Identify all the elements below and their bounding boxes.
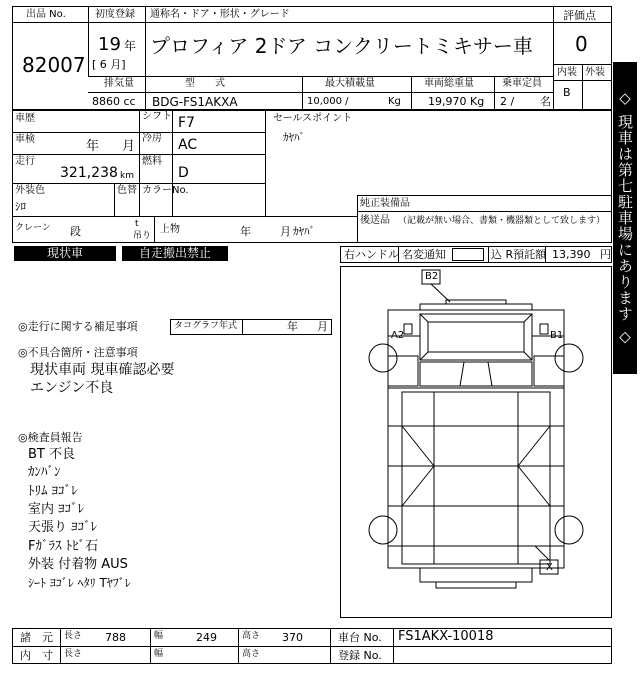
model-name: プロフィア 2ドア コンクリートミキサー車 [150,34,533,58]
inspector-line: BT 不良 [28,447,75,462]
model-label: 通称名・ドア・形状・グレード [150,9,290,20]
recycle-value: 13,390 [552,248,591,261]
registration-year: 19 [98,34,121,55]
truck-diagram [340,266,612,618]
body-outline [388,388,564,568]
maxload-value: 10,000 / [307,96,349,107]
salespoint-value: ｶﾔﾊﾞ [283,131,305,144]
height-label: 高さ [242,631,261,641]
displacement-value: 8860 cc [92,95,136,108]
inspection-label: 車検 [15,134,35,145]
inner-length-label: 長さ [64,649,83,659]
crane-ton-t: t [135,219,139,229]
mileage-value: 321,238 [60,165,118,181]
lot-number: 82007 [22,53,86,77]
damage-mark-b1: B1 [550,330,564,341]
inspector-line: 外装 付着物 AUS [28,557,128,572]
mileage-label: 走行 [15,156,35,167]
cooler-label: 冷房 [142,133,162,144]
recycle-unit: 円 [600,248,611,261]
inspector-line: Fｶﾞﾗｽ ﾄﾋﾞ石 [28,539,99,554]
extra-note: （記載が無い場合、書類・機器類として致します） [398,216,606,226]
capacity-label: 乗車定員 [502,78,542,89]
defect-line: 現状車両 現車確認必要 [30,362,175,378]
reg-no-label: 登録 No. [338,649,382,662]
cooler-value: AC [178,137,198,153]
body-month: 月 [280,225,291,238]
body-year: 年 [240,225,251,238]
windshield [420,314,532,360]
name-change-label: 名変通知 [402,248,446,261]
height-value: 370 [282,631,303,644]
body-label: 上物 [160,224,180,235]
name-change-box [452,248,484,261]
inspector-line: ｼｰﾄ ﾖｺﾞﾚ ﾍﾀﾘ Tﾔﾌﾞﾚ [28,576,131,590]
chassis-label: 車台 No. [338,631,382,644]
inspector-line: ｶﾝﾊﾞﾝ [28,465,61,480]
crane-label: クレーン [15,223,51,233]
registration-month: [ 6 月] [92,58,126,71]
wheel-rear-right [555,516,583,544]
wheel-rear-left [369,516,397,544]
inspection-year: 年 [86,139,100,154]
dims-label: 諸 元 [20,631,53,644]
inner-width-label: 幅 [154,649,164,659]
width-value: 249 [196,631,217,644]
inspector-line: 天張り ﾖｺﾞﾚ [28,520,98,535]
fuel-value: D [178,165,189,181]
defect-line: エンジン不良 [30,380,114,396]
capacity-value: 2 / [500,95,515,108]
crane-ton: 吊り [133,231,152,241]
inner-height-label: 高さ [242,649,261,659]
inspection-month: 月 [122,139,136,154]
defect-title: ◎不具合箇所・注意事項 [18,346,138,359]
extra-label: 後送品 [360,215,390,226]
color-value: ｼﾛ [15,200,26,213]
crane-step: 段 [70,225,81,238]
inspector-line: 室内 ﾖｺﾞﾚ [28,502,85,517]
color-change-label: 色替 [117,185,137,196]
gross-value: 19,970 Kg [428,95,485,108]
body-maker: ｶﾔﾊﾞ [293,225,315,238]
tacho-month: 月 [317,320,328,333]
damage-mark-b2: B2 [425,271,439,282]
inspector-title: ◎検査員報告 [18,431,83,444]
length-label: 長さ [64,631,83,641]
history-label: 車歴 [15,113,35,124]
maxload-unit: Kg [388,96,401,107]
length-value: 788 [105,631,126,644]
inspector-line: ﾄﾘﾑ ﾖｺﾞﾚ [28,484,78,499]
status-badge: 自走搬出禁止 [122,246,228,261]
wheel-front-left [369,344,397,372]
color-label: 外装色 [15,185,45,196]
tacho-year: 年 [287,320,298,333]
shift-value: F7 [178,115,195,131]
registration-label: 初度登録 [95,9,135,20]
recycle-label: 込 R預託額 [491,248,547,261]
type-value: BDG-FS1AKXA [152,95,238,109]
lot-label: 出品 No. [26,9,66,20]
steering-value: 右ハンドル [344,248,399,261]
color-no-label: カラーNo. [142,185,189,196]
interior-label: 内装 [557,67,577,78]
width-label: 幅 [154,631,164,641]
damage-mark-a2: A2 [391,330,405,341]
fuel-label: 燃料 [142,156,162,167]
salespoint-label: セールスポイント [273,113,353,124]
wheel-front-right [555,344,583,372]
driving-notes-title: ◎走行に関する補足事項 [18,320,138,333]
type-label: 型 式 [185,78,225,89]
maxload-label: 最大積載量 [325,78,375,89]
capacity-unit: 名 [540,95,551,108]
year-unit: 年 [124,39,137,53]
interior-value: B [563,86,571,99]
gross-label: 車両総重量 [424,78,474,89]
tacho-label: タコグラフ年式 [174,321,238,331]
parking-notice: ◇ 現車は第七駐車場にあります ◇ [613,62,637,374]
exterior-label: 外装 [585,67,605,78]
displacement-label: 排気量 [104,78,134,89]
equipment-label: 純正装備品 [360,198,410,209]
damage-mark-x: X [546,562,553,573]
rating-value: 0 [575,32,588,56]
rating-label: 評価点 [563,9,596,22]
status-badge: 現状車 [14,246,116,261]
chassis-number: FS1AKX-10018 [398,629,494,644]
mileage-unit: km [120,171,134,181]
inner-dims-label: 内 寸 [20,649,53,662]
shift-label: シフト [142,111,172,122]
